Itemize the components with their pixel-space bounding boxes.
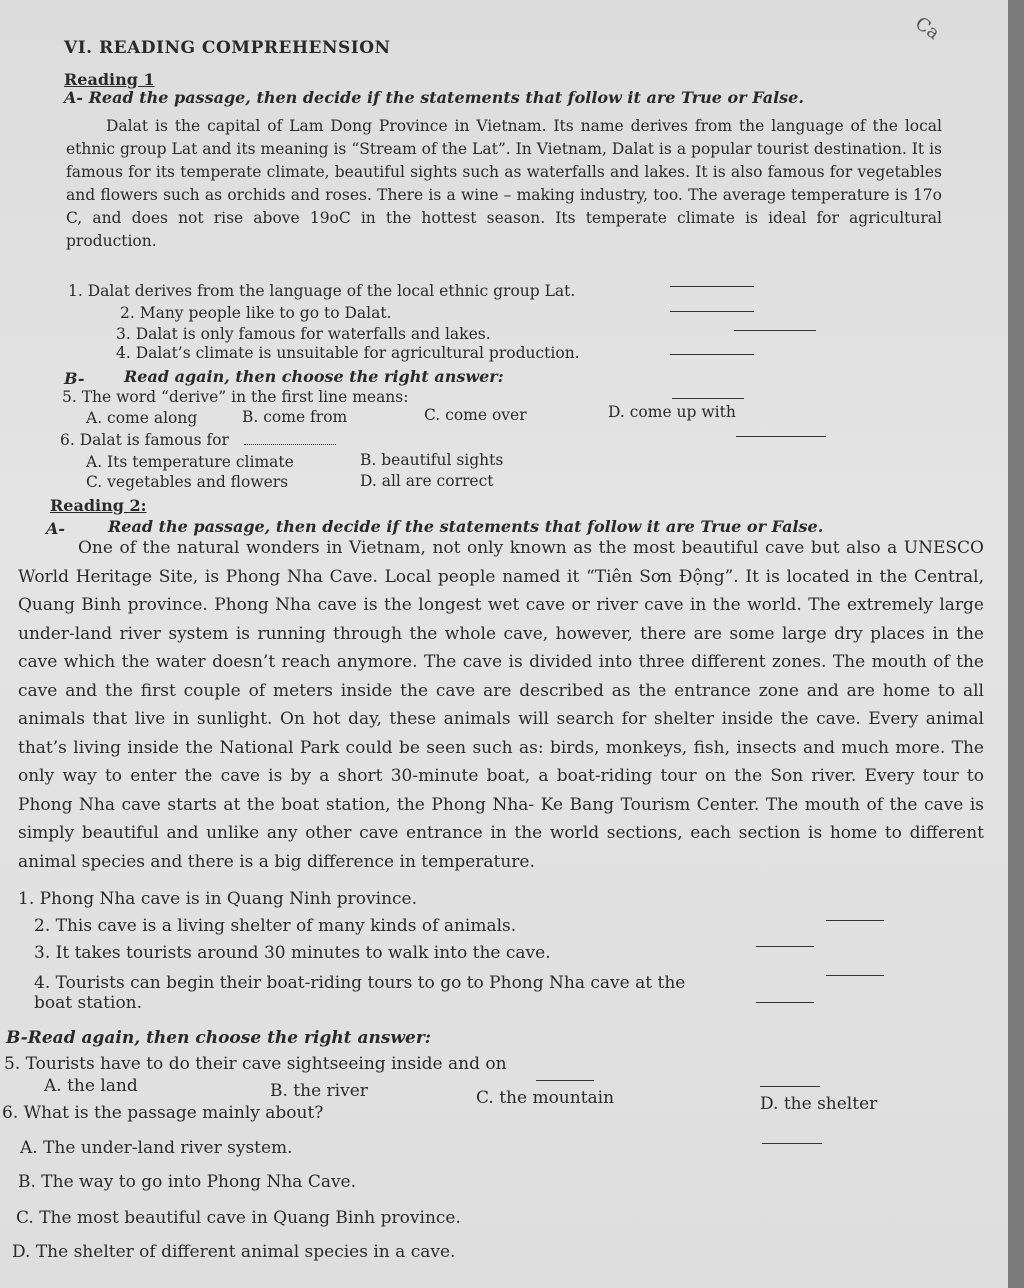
r1-partB-label: B-	[64, 369, 85, 388]
r2-q6-option-d[interactable]: D. The shelter of different animal species in a cave.	[12, 1242, 456, 1262]
r2-question-6: 6. What is the passage mainly about?	[2, 1103, 324, 1123]
r2-q6-option-c[interactable]: C. The most beautiful cave in Quang Binh province.	[16, 1208, 461, 1228]
reading2-title: Reading 2:	[50, 496, 147, 515]
r1-answer-blank-1[interactable]	[670, 286, 754, 287]
r2-q5-option-d[interactable]: D. the shelter	[760, 1094, 878, 1114]
r2-q5-option-c[interactable]: C. the mountain	[476, 1088, 615, 1108]
r1-q6-option-b[interactable]: B. beautiful sights	[360, 451, 504, 469]
r1-statement-2: 2. Many people like to go to Dalat.	[120, 304, 392, 322]
r2-q5-option-b[interactable]: B. the river	[270, 1081, 368, 1101]
r1-q6-option-d[interactable]: D. all are correct	[360, 472, 494, 490]
r2-q6-option-a[interactable]: A. The under-land river system.	[20, 1138, 293, 1158]
r1-answer-blank-4[interactable]	[670, 354, 754, 355]
r1-statement-3: 3. Dalat is only famous for waterfalls and lakes.	[116, 325, 491, 343]
r2-answer-blank-1[interactable]	[826, 920, 884, 921]
reading1-partA-instruction: A- Read the passage, then decide if the statements that follow it are True or False.	[64, 88, 804, 107]
r1-answer-blank-6[interactable]	[736, 436, 826, 437]
r1-q5-option-a[interactable]: A. come along	[86, 409, 198, 427]
r2-q5-option-a[interactable]: A. the land	[44, 1076, 138, 1096]
r1-statement-4: 4. Dalat’s climate is unsuitable for agricultural production.	[116, 344, 580, 362]
r2-answer-blank-2[interactable]	[756, 946, 814, 947]
handwritten-mark: Ca	[911, 12, 944, 45]
r1-q5-option-b[interactable]: B. come from	[242, 408, 348, 426]
reading2-partA-instruction: Read the passage, then decide if the statements that follow it are True or False.	[108, 517, 824, 536]
r2-statement-3: 3. It takes tourists around 30 minutes to walk into the cave.	[34, 943, 551, 963]
r2-statement-2: 2. This cave is a living shelter of many kinds of animals.	[34, 916, 517, 936]
r2-answer-blank-4[interactable]	[756, 1002, 814, 1003]
r2-answer-blank-6[interactable]	[762, 1143, 822, 1144]
r2-q6-option-b[interactable]: B. The way to go into Phong Nha Cave.	[18, 1172, 357, 1192]
reading2-passage: One of the natural wonders in Vietnam, not only known as the most beautiful cave but also a UNESCO World Heritage Site, is Phong Nha Cave. Local people named it “Tiên Sơn Động”. It is located in the Central, Quang Binh province. Phong Nha cave is the longest wet cave or river cave in the world. The extremely large under-land river system is running through the whole cave, however, there are some large dry places in the cave which the water doesn’t reach anymore. The cave is divided into three different zones. The mouth of the cave and the first couple of meters inside the cave are described as the entrance zone and are home to all animals that live in sunlight. On hot day, these animals will search for shelter inside the cave. Every animal that’s living inside the National Park could be seen such as: birds, monkeys, fish, insects and much more. The only way to enter the cave is by a short 30-minute boat, a boat-riding tour on the Son river. Every tour to Phong Nha cave starts at the boat station, the Phong Nha- Ke Bang Tourism Center. The mouth of the cave is simply beautiful and unlike any other cave entrance in the world sections, each section is home to different animal species and there is a big difference in temperature.	[18, 538, 984, 872]
r2-partA-label: A-	[46, 519, 66, 538]
reading1-passage: Dalat is the capital of Lam Dong Province in Vietnam. Its name derives from the language of the local ethnic group Lat and its meaning is “Stream of the Lat”. In Vietnam, Dalat is a popular tourist destination. It is famous for its temperate climate, beautiful sights such as waterfalls and lakes. It is also famous for vegetables and flowers such as orchids and roses. There is a wine – making industry, too. The average temperature is 17o C, and does not rise above 19oC in the hottest season. Its temperate climate is ideal for agricultural production.	[66, 117, 942, 250]
r1-q6-option-a[interactable]: A. Its temperature climate	[86, 453, 294, 471]
r2-statement-4-cont: boat station.	[34, 993, 143, 1013]
r2-statement-4: 4. Tourists can begin their boat-riding tours to go to Phong Nha cave at the	[34, 973, 686, 993]
r1-partB-instruction: Read again, then choose the right answer:	[124, 367, 504, 386]
r1-q5-option-c[interactable]: C. come over	[424, 406, 527, 424]
r1-q6-option-c[interactable]: C. vegetables and flowers	[86, 473, 289, 491]
r1-answer-blank-5[interactable]	[672, 398, 744, 399]
r1-q5-option-d[interactable]: D. come up with	[608, 403, 736, 421]
r1-answer-blank-2[interactable]	[670, 311, 754, 312]
r2-answer-blank-5[interactable]	[760, 1086, 820, 1087]
r2-q5-inline-blank[interactable]	[536, 1080, 594, 1081]
r1-question-5: 5. The word “derive” in the first line means:	[62, 388, 409, 406]
r1-statement-1: 1. Dalat derives from the language of the local ethnic group Lat.	[68, 282, 576, 300]
r1-question-6: 6. Dalat is famous for	[60, 431, 229, 449]
r2-answer-blank-3[interactable]	[826, 975, 884, 976]
background-edge	[1008, 0, 1024, 1288]
reading2-partB-instruction: B-Read again, then choose the right answer:	[6, 1028, 432, 1048]
r1-q6-inline-blank[interactable]	[244, 444, 336, 445]
r2-question-5: 5. Tourists have to do their cave sightseeing inside and on	[4, 1054, 507, 1074]
reading1-title: Reading 1	[64, 70, 155, 89]
r1-answer-blank-3[interactable]	[734, 330, 816, 331]
section-title: VI. READING COMPREHENSION	[64, 38, 391, 58]
r2-statement-1: 1. Phong Nha cave is in Quang Ninh province.	[18, 889, 418, 909]
